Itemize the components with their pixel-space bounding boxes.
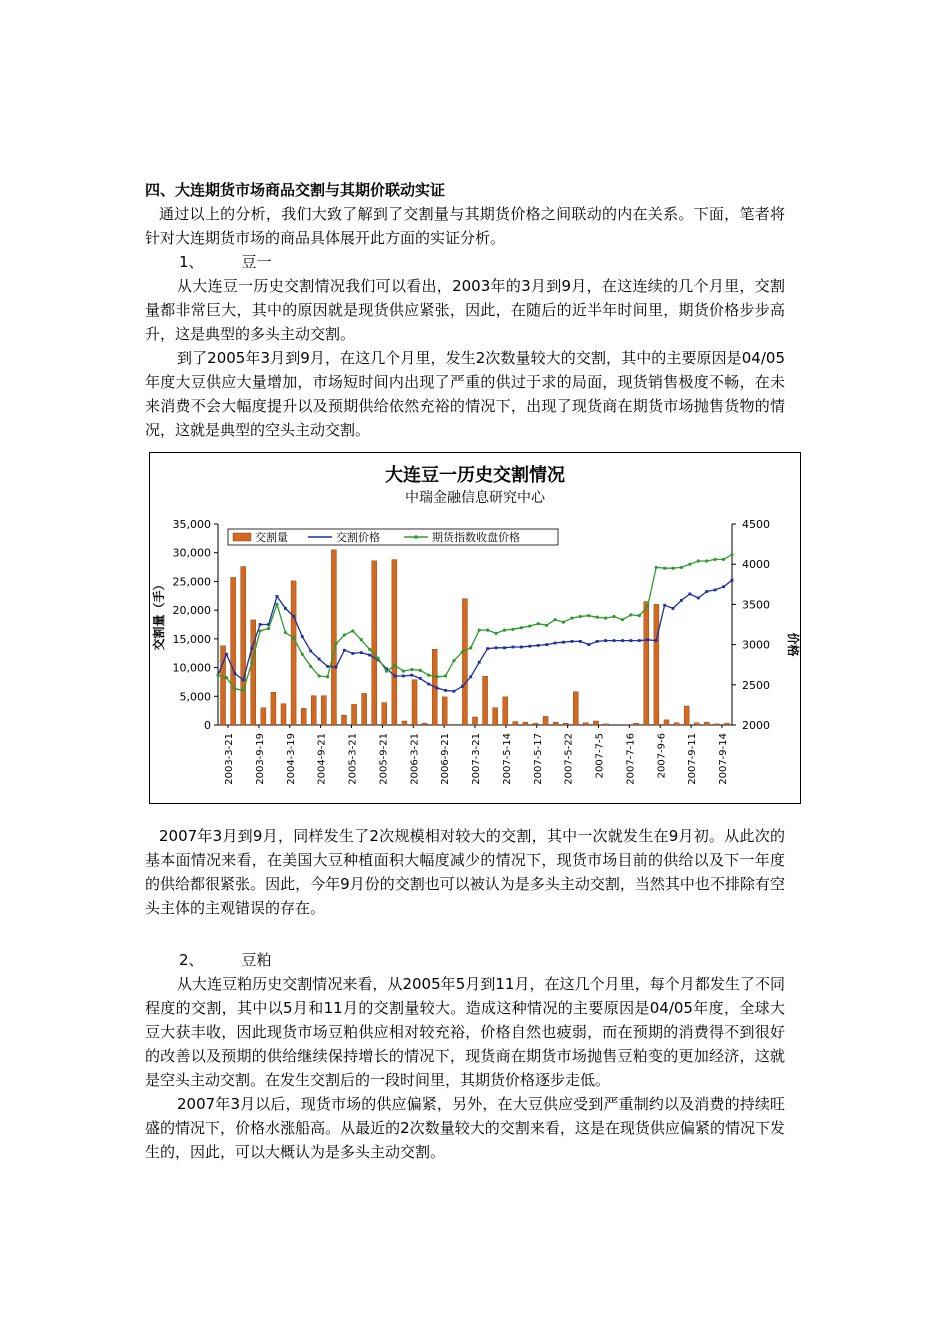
delivery-price-point: [512, 646, 515, 649]
futures-close-point: [410, 668, 413, 671]
delivery-volume-bar: [583, 723, 588, 725]
delivery-volume-bar: [644, 602, 649, 725]
delivery-volume-bar: [331, 550, 336, 725]
delivery-price-point: [587, 643, 590, 646]
delivery-price-point: [276, 595, 279, 598]
delivery-volume-bar: [664, 720, 669, 725]
part2-paragraph-2: 2007年3月以后，现货市场的供应偏紧，另外，在大豆供应受到严重制约以及消费的持续旺盛的情况下，价格水涨船高。从最近的2次数量较大的交割来看，这是在现货供应偏紧的情况下发生的，因此，可以大概认为是多头主动交割。: [145, 1095, 785, 1161]
futures-close-point: [688, 563, 691, 566]
futures-close-point: [629, 613, 632, 616]
futures-close-point: [461, 650, 464, 653]
futures-close-point: [528, 625, 531, 628]
delivery-price-point: [233, 672, 236, 675]
delivery-volume-bar: [372, 561, 377, 725]
x-tick-label: 2007-7-5: [594, 733, 606, 779]
delivery-price-point: [646, 638, 649, 641]
delivery-volume-bar: [412, 680, 417, 725]
delivery-volume-bar: [392, 560, 397, 725]
futures-close-point: [503, 629, 506, 632]
delivery-price-point: [554, 642, 557, 645]
futures-close-point: [587, 614, 590, 617]
futures-close-point: [292, 637, 295, 640]
part2-name: 豆粕: [241, 951, 272, 969]
futures-close-point: [368, 648, 371, 651]
delivery-volume-bar: [261, 708, 266, 725]
delivery-chart: [149, 452, 801, 804]
y-axis-title: 交割量（手）: [152, 578, 166, 651]
delivery-volume-bar: [341, 715, 346, 725]
delivery-price-point: [629, 639, 632, 642]
delivery-volume-bar: [281, 704, 286, 725]
futures-close-point: [579, 615, 582, 618]
delivery-volume-bar: [513, 722, 518, 725]
delivery-price-point: [419, 677, 422, 680]
delivery-volume-bar: [714, 724, 719, 725]
futures-close-point: [494, 632, 497, 635]
part1-continued: [145, 824, 785, 920]
futures-close-point: [242, 689, 245, 692]
x-tick-label: 2005-9-21: [378, 733, 390, 785]
delivery-price-point: [259, 623, 262, 626]
futures-close-point: [537, 622, 540, 625]
x-tick-label: 2007-5-22: [563, 733, 575, 785]
delivery-chart-svg: [150, 453, 800, 803]
futures-close-point: [545, 624, 548, 627]
delivery-volume-bar: [301, 708, 306, 725]
chart-title: 大连豆一历史交割情况: [385, 465, 565, 486]
delivery-price-point: [604, 639, 607, 642]
delivery-volume-bar: [462, 599, 467, 725]
delivery-volume-bar: [231, 577, 236, 725]
delivery-price-point: [318, 658, 321, 661]
x-tick-label: 2007-5-17: [532, 733, 544, 785]
delivery-price-point: [335, 666, 338, 669]
delivery-volume-bar: [251, 620, 256, 725]
y-tick-label: 20,000: [172, 604, 211, 618]
delivery-price-point: [528, 645, 531, 648]
delivery-price-point: [680, 599, 683, 602]
legend-swatch-volume: [233, 533, 251, 541]
x-tick-label: 2007-3-21: [471, 733, 482, 785]
x-tick-label: 2005-3-21: [347, 733, 359, 785]
delivery-price-point: [722, 585, 725, 588]
delivery-price-point: [621, 639, 624, 642]
x-tick-label: 2003-3-21: [224, 733, 235, 785]
futures-close-point: [570, 616, 573, 619]
futures-close-point: [596, 616, 599, 619]
delivery-price-point: [714, 589, 717, 592]
y-tick-label: 25,000: [172, 575, 211, 589]
futures-close-point: [284, 631, 287, 634]
futures-close-point: [697, 559, 700, 562]
delivery-price-point: [284, 607, 287, 610]
y-tick-label: 30,000: [172, 546, 211, 560]
delivery-price-point: [469, 675, 472, 678]
delivery-price-point: [731, 579, 734, 582]
part1-number: 1、: [179, 253, 204, 271]
delivery-volume-bar: [634, 723, 639, 725]
delivery-price-point: [495, 646, 498, 649]
futures-close-point: [393, 664, 396, 667]
delivery-price-point: [368, 654, 371, 657]
futures-close-point: [385, 670, 388, 673]
delivery-price-point: [520, 646, 523, 649]
futures-close-point: [486, 629, 489, 632]
delivery-price-point: [688, 593, 691, 596]
delivery-volume-bar: [402, 721, 407, 725]
delivery-volume-bar: [523, 722, 528, 725]
futures-close-point: [511, 628, 514, 631]
futures-close-point: [427, 674, 430, 677]
x-tick-label: 2006-3-21: [409, 733, 421, 785]
y2-tick-label: 2000: [742, 719, 770, 732]
delivery-price-point: [461, 685, 464, 688]
section-intro: 通过以上的分析，我们大致了解到了交割量与其期货价格之间联动的内在关系。下面，笔者将针对大连期货市场的商品具体展开此方面的实证分析。: [145, 205, 785, 247]
futures-close-point: [621, 618, 624, 621]
delivery-volume-bar: [271, 692, 276, 725]
delivery-volume-bar: [362, 693, 367, 725]
delivery-price-point: [292, 615, 295, 618]
futures-close-point: [351, 629, 354, 632]
delivery-volume-bar: [654, 604, 659, 725]
futures-close-point: [478, 629, 481, 632]
futures-close-point: [360, 638, 363, 641]
document-body: [145, 178, 785, 442]
delivery-price-point: [478, 661, 481, 664]
x-tick-label: 2007-5-14: [501, 733, 513, 785]
delivery-volume-bar: [311, 696, 316, 725]
futures-close-point: [225, 676, 228, 679]
futures-close-point: [553, 618, 556, 621]
delivery-volume-bar: [493, 708, 498, 725]
delivery-volume-bar: [704, 722, 709, 725]
futures-close-point: [343, 633, 346, 636]
y-tick-label: 15,000: [172, 632, 211, 646]
part1-paragraph-2: 到了2005年3月到9月，在这几个月里，发生2次数量较大的交割，其中的主要原因是04/05年度大豆供应大量增加，市场短时间内出现了严重的供过于求的局面，现货销售极度不畅，在未来消费不会大幅度提升以及预期供给依然充裕的情况下，出现了现货商在期货市场抛售货物的情况，这就是典型的空头主动交割。: [145, 349, 785, 439]
delivery-price-point: [394, 675, 397, 678]
futures-close-point: [309, 665, 312, 668]
delivery-price-point: [301, 635, 304, 638]
part2: [145, 948, 785, 1164]
y-tick-label: 0: [204, 719, 211, 732]
delivery-price-point: [672, 607, 675, 610]
futures-close-point: [638, 614, 641, 617]
delivery-volume-bar: [553, 722, 558, 725]
futures-close-point: [318, 674, 321, 677]
delivery-price-point: [596, 640, 599, 643]
delivery-volume-bar: [352, 704, 357, 725]
y-tick-label: 5,000: [179, 690, 211, 704]
delivery-volume-bar: [573, 692, 578, 725]
futures-close-point: [275, 603, 278, 606]
delivery-volume-bar: [674, 723, 679, 725]
delivery-price-point: [326, 665, 329, 668]
futures-close-point: [680, 566, 683, 569]
legend-marker-futures-close: [414, 535, 418, 539]
legend-label-futures-close: 期货指数收盘价格: [432, 531, 520, 544]
x-tick-label: 2007-9-14: [718, 733, 729, 785]
delivery-price-point: [309, 650, 312, 653]
delivery-price-point: [613, 639, 616, 642]
part2-paragraph-1: 从大连豆粕历史交割情况来看，从2005年5月到11月，在这几个月里，每个月都发生了不同程度的交割，其中以5月和11月的交割量较大。造成这种情况的主要原因是04/05年度，全球大豆大获丰收，因此现货市场豆粕供应相对较充裕，价格自然也疲弱，而在预期的消费得不到很好的改善以及预期的供给继续保持增长的情况下，现货商在期货市场抛售豆粕变的更加经济，这就是空头主动交割。在发生交割后的一段时间里，其期货价格逐步走低。: [145, 975, 785, 1089]
delivery-volume-bar: [241, 566, 246, 725]
futures-close-point: [562, 620, 565, 623]
futures-close-point: [435, 675, 438, 678]
delivery-price-point: [571, 640, 574, 643]
futures-close-point: [714, 558, 717, 561]
futures-close-point: [655, 566, 658, 569]
delivery-price-point: [503, 646, 506, 649]
x-tick-label: 2003-9-19: [254, 733, 266, 785]
futures-close-point: [419, 669, 422, 672]
delivery-price-point: [225, 653, 228, 656]
y2-tick-label: 2500: [742, 678, 770, 692]
chart-subtitle: 中瑞金融信息研究中心: [405, 490, 545, 506]
delivery-volume-bar: [452, 724, 457, 725]
delivery-price-point: [402, 675, 405, 678]
delivery-price-point: [343, 649, 346, 652]
y-tick-label: 10,000: [172, 661, 211, 675]
delivery-price-point: [427, 683, 430, 686]
futures-close-point: [604, 616, 607, 619]
delivery-volume-bar: [593, 721, 598, 725]
delivery-price-point: [453, 690, 456, 693]
x-tick-label: 2004-3-19: [285, 733, 297, 785]
x-tick-label: 2006-9-21: [440, 733, 452, 785]
futures-close-point: [705, 559, 708, 562]
section-title: 四、大连期货市场商品交割与其期价联动实证: [145, 181, 446, 199]
delivery-volume-bar: [604, 724, 609, 725]
delivery-price-point: [562, 641, 565, 644]
futures-close-point: [402, 670, 405, 673]
futures-close-point: [663, 567, 666, 570]
delivery-volume-bar: [291, 581, 296, 725]
futures-close-point: [301, 653, 304, 656]
part1-paragraph-3: 2007年3月到9月，同样发生了2次规模相对较大的交割，其中一次就发生在9月初。从此次的基本面情况来看，在美国大豆种植面积大幅度减少的情况下，现货市场目前的供给以及下一年度的供给都很紧张。因此，今年9月份的交割也可以被认为是多头主动交割，当然其中也不排除有空头主体的主观错误的存在。: [145, 827, 785, 917]
futures-close-point: [646, 604, 649, 607]
delivery-price-point: [444, 689, 447, 692]
y2-tick-label: 4000: [742, 558, 770, 572]
delivery-price-point: [242, 679, 245, 682]
part1-heading: [145, 250, 785, 274]
y2-tick-label: 3500: [742, 598, 770, 612]
legend-label-delivery-price: 交割价格: [336, 531, 380, 544]
futures-close-point: [267, 627, 270, 630]
futures-close-point: [520, 626, 523, 629]
delivery-volume-bar: [472, 717, 477, 725]
x-tick-label: 2007-9-6: [656, 733, 668, 779]
delivery-price-point: [705, 590, 708, 593]
x-tick-label: 2007-9-11: [687, 733, 699, 785]
delivery-volume-bar: [422, 723, 427, 725]
delivery-volume-bar: [563, 723, 568, 725]
y2-axis-title: 价格: [786, 632, 800, 657]
part2-heading: [145, 948, 785, 972]
futures-close-point: [233, 687, 236, 690]
delivery-volume-bar: [321, 696, 326, 725]
y-tick-label: 35,000: [172, 518, 211, 531]
delivery-price-point: [250, 647, 253, 650]
delivery-price-point: [655, 639, 658, 642]
delivery-price-point: [436, 687, 439, 690]
part1-paragraph-1: 从大连豆一历史交割情况我们可以看出，2003年的3月到9月，在这连续的几个月里，交割量都非常巨大，其中的原因就是现货供应紧张，因此，在随后的近半年时间里，期货价格步步高升，这是典型的多头主动交割。: [145, 277, 785, 343]
futures-close-point: [671, 567, 674, 570]
futures-close-point: [259, 629, 262, 632]
futures-close-point: [722, 558, 725, 561]
delivery-price-point: [360, 651, 363, 654]
delivery-price-point: [638, 639, 641, 642]
delivery-price-point: [351, 652, 354, 655]
delivery-price-point: [663, 604, 666, 607]
x-tick-label: 2007-7-16: [625, 733, 637, 785]
delivery-volume-bar: [684, 706, 689, 725]
delivery-volume-bar: [694, 723, 699, 725]
futures-close-point: [730, 553, 733, 556]
futures-close-point: [250, 661, 253, 664]
futures-close-point: [612, 615, 615, 618]
x-tick-label: 2004-9-21: [316, 733, 328, 785]
futures-close-point: [444, 674, 447, 677]
delivery-price-point: [537, 644, 540, 647]
legend-label-volume: 交割量: [255, 531, 288, 544]
delivery-volume-bar: [442, 697, 447, 725]
delivery-price-point: [545, 643, 548, 646]
futures-close-point: [452, 659, 455, 662]
futures-close-point: [216, 674, 219, 677]
futures-close-point: [326, 675, 329, 678]
part2-number: 2、: [179, 951, 204, 969]
delivery-price-point: [579, 640, 582, 643]
delivery-volume-bar: [724, 723, 729, 725]
delivery-price-point: [410, 674, 413, 677]
plot-area: [151, 518, 800, 785]
delivery-price-point: [697, 597, 700, 600]
futures-close-point: [469, 646, 472, 649]
delivery-price-point: [486, 647, 489, 650]
part1-name: 豆一: [241, 253, 272, 271]
delivery-volume-bar: [382, 703, 387, 725]
futures-close-point: [376, 657, 379, 660]
delivery-volume-bar: [543, 716, 548, 725]
delivery-volume-bar: [483, 676, 488, 725]
delivery-volume-bar: [533, 723, 538, 725]
y2-tick-label: 3000: [742, 638, 770, 652]
delivery-volume-bar: [503, 697, 508, 725]
futures-close-point: [334, 642, 337, 645]
y2-tick-label: 4500: [742, 518, 770, 531]
